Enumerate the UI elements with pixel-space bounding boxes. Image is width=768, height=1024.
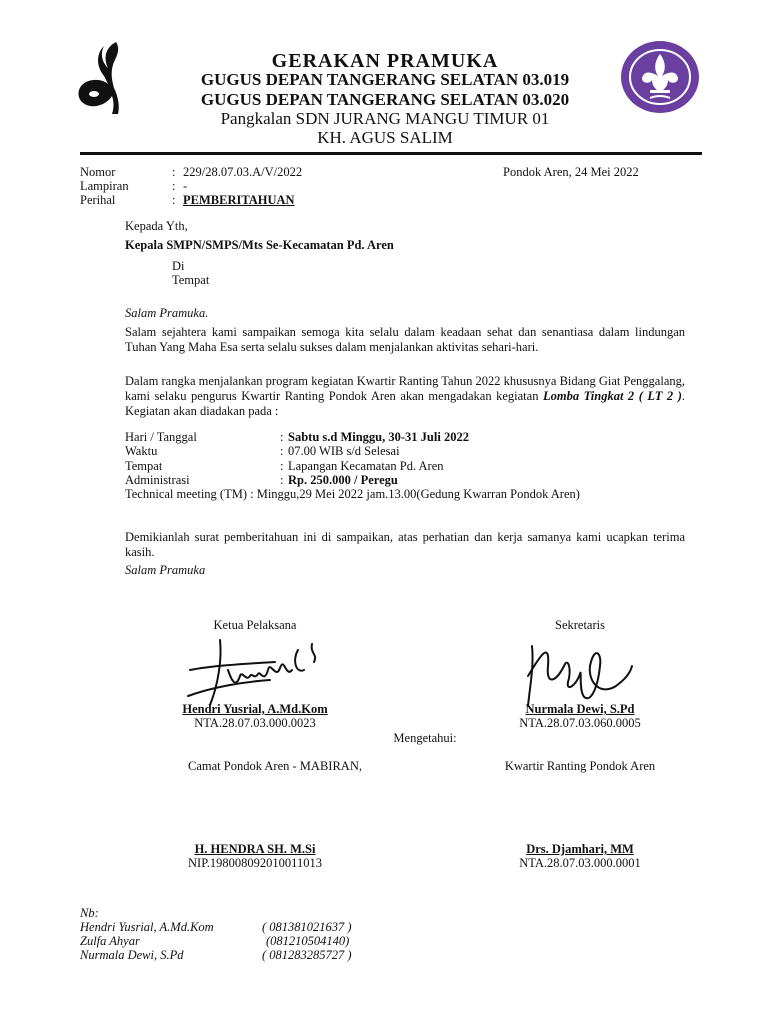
ketua-title: Ketua Pelaksana — [213, 618, 297, 632]
admin-label: Administrasi — [125, 473, 190, 487]
kwarran-title: Kwartir Ranting Pondok Aren — [504, 759, 656, 773]
org-title: GERAKAN PRAMUKA — [271, 50, 499, 72]
contact-name: Zulfa Ahyar — [80, 934, 140, 948]
paragraph-1: Salam sejahtera kami sampaikan semoga kita selalu dalam keadaan sehat dan senantiasa dalam lindungan Tuhan Yang Maha Esa serta selalu sukses dalam menjalankan aktivitas sehari-hari. — [125, 325, 685, 354]
lampiran-label: Lampiran — [80, 179, 129, 193]
tempat-value: Lapangan Kecamatan Pd. Aren — [288, 459, 444, 473]
admin-sep: : — [280, 473, 284, 487]
hari-label: Hari / Tanggal — [125, 430, 197, 444]
waktu-sep: : — [280, 444, 284, 458]
sekretaris-name: Nurmala Dewi, S.Pd — [525, 702, 635, 716]
admin-value: Rp. 250.000 / Peregu — [288, 473, 398, 487]
paragraph-2-post: . Kegiatan akan diadakan pada : — [125, 389, 685, 418]
header-line-4: KH. AGUS SALIM — [317, 128, 453, 147]
kwarran-name: Drs. Djamhari, MM — [526, 842, 634, 856]
lampiran-value: - — [183, 179, 188, 193]
technical-meeting: Technical meeting (TM) : Minggu,29 Mei 2022 jam.13.00(Gedung Kwarran Pondok Aren) — [125, 487, 580, 501]
contact-phone: (081210504140) — [266, 934, 350, 948]
paragraph-2 — [125, 374, 685, 419]
hari-sep: : — [280, 430, 284, 444]
event-name: Lomba Tingkat 2 ( LT 2 ) — [542, 389, 682, 403]
place-date: Pondok Aren, 24 Mei 2022 — [503, 165, 639, 179]
header-line-1: GUGUS DEPAN TANGERANG SELATAN 03.019 — [200, 70, 570, 89]
tempat-sep: : — [280, 459, 284, 473]
nomor-sep: : — [172, 165, 176, 179]
contact-phone: ( 081381021637 ) — [262, 920, 352, 934]
salam-opening: Salam Pramuka. — [125, 306, 209, 320]
perihal-sep: : — [172, 193, 176, 207]
header-divider — [80, 152, 702, 155]
waktu-value: 07.00 WIB s/d Selesai — [288, 444, 400, 458]
camat-nip: NIP.198008092010011013 — [188, 856, 322, 870]
notes-label: Nb: — [80, 906, 99, 920]
contact-phone: ( 081283285727 ) — [262, 948, 352, 962]
salam-closing: Salam Pramuka — [125, 563, 206, 577]
header-line-3: Pangkalan SDN JURANG MANGU TIMUR 01 — [220, 109, 550, 128]
tunas-kelapa-logo-icon — [74, 40, 130, 116]
ketua-name: Hendri Yusrial, A.Md.Kom — [182, 702, 328, 716]
nomor-label: Nomor — [80, 165, 116, 179]
tempat-label: Tempat — [125, 459, 163, 473]
header-line-2: GUGUS DEPAN TANGERANG SELATAN 03.020 — [200, 90, 570, 109]
waktu-label: Waktu — [125, 444, 158, 458]
mengetahui-label: Mengetahui: — [393, 731, 457, 745]
ketua-signature-icon — [180, 630, 340, 710]
recipient-name: Kepala SMPN/SMPS/Mts Se-Kecamatan Pd. Aren — [125, 238, 394, 252]
hari-value: Sabtu s.d Minggu, 30-31 Juli 2022 — [288, 430, 469, 444]
sekretaris-signature-icon — [520, 626, 640, 710]
paragraph-2-pre: Dalam rangka menjalankan program kegiatan Kwartir Ranting Tahun 2022 khususnya Bidang Giat Penggalang, kami selaku pengurus Kwartir Ranting Pondok Aren akan mengadakan kegiatan — [125, 374, 685, 403]
lampiran-sep: : — [172, 179, 176, 193]
ketua-nta: NTA.28.07.03.000.0023 — [194, 716, 316, 730]
kepada-yth: Kepada Yth, — [125, 219, 188, 233]
camat-title: Camat Pondok Aren - MABIRAN, — [188, 759, 362, 773]
recipient-tempat: Tempat — [172, 273, 210, 287]
perihal-value: PEMBERITAHUAN — [183, 193, 295, 207]
contact-name: Nurmala Dewi, S.Pd — [80, 948, 184, 962]
kwarran-nta: NTA.28.07.03.000.0001 — [519, 856, 641, 870]
closing-paragraph: Demikianlah surat pemberitahuan ini di sampaikan, atas perhatian dan kerja samanya kami ucapkan terima kasih. — [125, 530, 685, 559]
recipient-di: Di — [172, 259, 185, 273]
camat-name: H. HENDRA SH. M.Si — [194, 842, 316, 856]
perihal-label: Perihal — [80, 193, 116, 207]
sekretaris-title: Sekretaris — [555, 618, 605, 632]
nomor-value: 229/28.07.03.A/V/2022 — [183, 165, 303, 179]
contact-name: Hendri Yusrial, A.Md.Kom — [80, 920, 214, 934]
sekretaris-nta: NTA.28.07.03.060.0005 — [519, 716, 641, 730]
scout-emblem-logo-icon — [620, 40, 700, 114]
